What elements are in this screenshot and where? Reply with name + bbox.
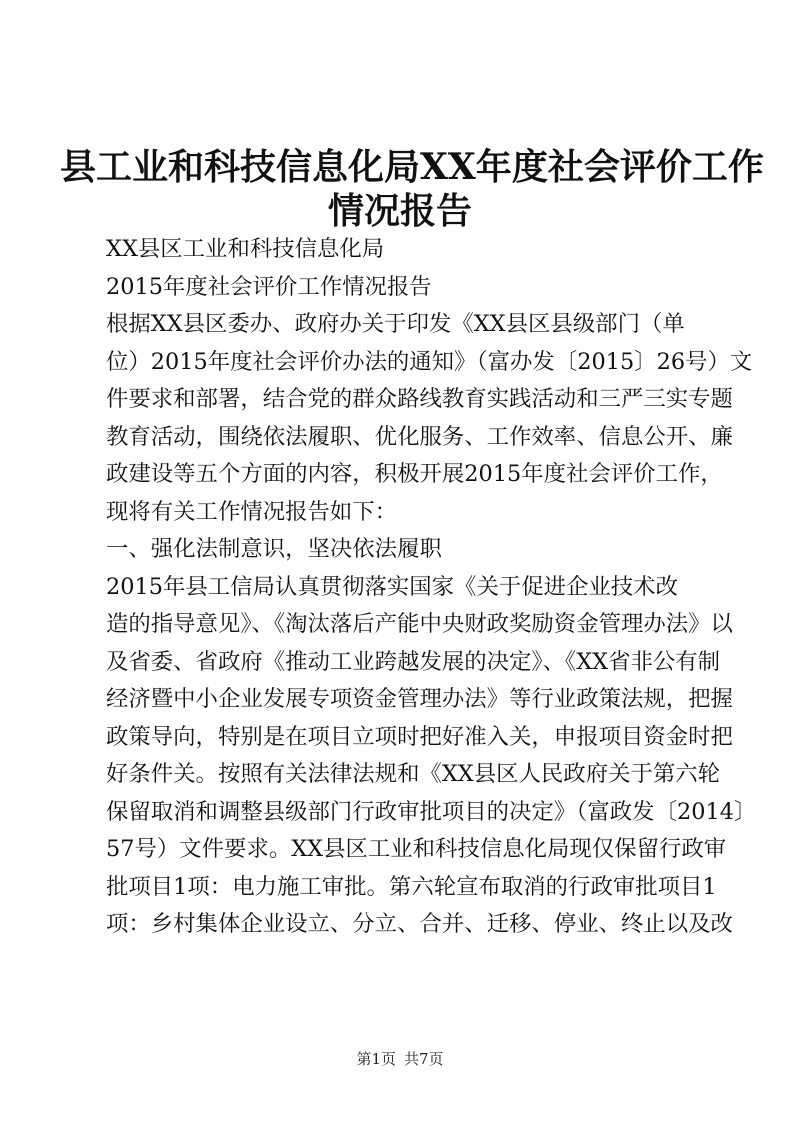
- section-heading: 一、强化法制意识，坚决依法履职: [106, 536, 442, 562]
- body-line: 件要求和部署，结合党的群众路线教育实践活动和三严三实专题: [106, 386, 733, 412]
- body-line: 经济暨中小企业发展专项资金管理办法》等行业政策法规，把握: [106, 686, 733, 712]
- body-line: 政策导向，特别是在项目立项时把好准入关，申报项目资金时把: [106, 723, 733, 750]
- body-line: 2015年度社会评价工作情况报告: [106, 273, 432, 300]
- page-number-total: 共7页: [404, 1050, 444, 1068]
- body-line: 好条件关。按照有关法律法规和《XX县区人民政府关于第六轮: [106, 761, 721, 787]
- body-line: 2015年县工信局认真贯彻落实国家《关于促进企业技术改: [106, 573, 678, 600]
- body-line: 项：乡村集体企业设立、分立、合并、迁移、停业、终止以及改: [106, 911, 733, 937]
- body-line: 保留取消和调整县级部门行政审批项目的决定》（富政发〔2014〕: [106, 798, 757, 825]
- body-line: 57号）文件要求。XX县区工业和科技信息化局现仅保留行政审: [106, 836, 727, 862]
- body-line: 现将有关工作情况报告如下：: [106, 498, 398, 525]
- page-footer: [0, 1049, 800, 1069]
- body-line: 造的指导意见》、《淘汰落后产能中央财政奖励资金管理办法》以: [106, 611, 733, 637]
- body-line: 教育活动，围绕依法履职、优化服务、工作效率、信息公开、廉: [106, 423, 733, 450]
- body-line: 政建设等五个方面的内容，积极开展2015年度社会评价工作，: [106, 461, 723, 487]
- body-line: XX县区工业和科技信息化局: [106, 236, 385, 262]
- body-line: 位）2015年度社会评价办法的通知》（富办发〔2015〕26号）文: [106, 348, 753, 375]
- document-title-line-1: 县工业和科技信息化局XX年度社会评价工作: [60, 146, 764, 188]
- page-number-current: 第1页: [356, 1050, 396, 1068]
- body-line: 批项目1项：电力施工审批。第六轮宣布取消的行政审批项目1: [106, 873, 717, 900]
- body-line: 根据XX县区委办、政府办关于印发《XX县区县级部门（单: [106, 311, 685, 337]
- document-title-line-2: 情况报告: [327, 190, 472, 232]
- document-body: [106, 231, 757, 944]
- body-line: 及省委、省政府《推动工业跨越发展的决定》、《XX省非公有制: [106, 648, 721, 675]
